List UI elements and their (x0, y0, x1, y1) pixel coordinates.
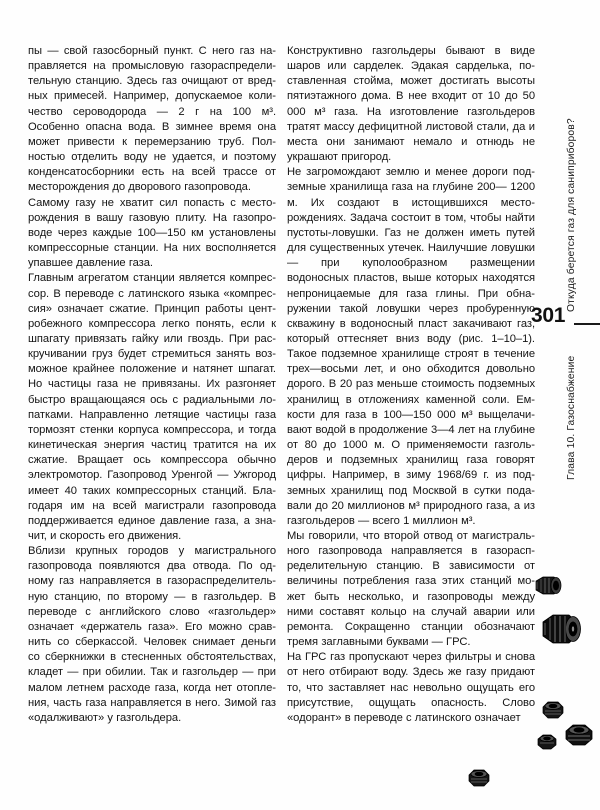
paragraph: Вблизи крупных городов у магистрального газопровода появляются два отвода. По одному газ направляется в газораспределительную станцию, по второму — в газгольдер. В переводе с английского слово «газгольдер» означает «держатель газа». Его можно сравнить со сберкассой. Человек снимает деньги со сберкнижки в стесненных обстоятельствах, кладет — при обилии. Так и газгольдер — при малом летнем расходе газа, когда нет отопления, часть газа направляется в него. Зимой газ «одалживают» у газгольдера. (28, 545, 276, 724)
paragraph: На ГРС газ пропускают через фильтры и снова от него отбирают воду. Здесь же газу придают то, что заставляет нас невольно ощущать его присутствие, ощущать опасность. Слово «одорант» в переводе с латинского означает (287, 651, 535, 724)
margin-divider-rule (574, 323, 600, 325)
chapter-label: Глава 10. Газоснабжение (566, 355, 577, 480)
text-column-left (28, 44, 276, 726)
running-head: Откуда берется газ для саниприборов? (566, 118, 577, 312)
paragraph: пы — свой газосборный пункт. С него газ направляется на промысловую газораспределительную станцию. Здесь газ очищают от вредных примесей. Например, допускаемое количество сероводорода — 2 г на 100 м³. Особенно опасна вода. В зимнее время она может привести к перемерзанию труб. Полностью отделить воду не удается, и поэтому конденсатосборники есть на всей трассе от месторождения до дворового газопровода. (28, 45, 276, 194)
paragraph: Главным агрегатом станции является компрессор. В переводе с латинского языка «компрессия» означает сжатие. Принцип работы центробежного компрессора легко понять, если к шпагату привязать гайку или гвоздь. При раскручивании груз будет стремиться занять возможное крайнее положение и натянет шпагат. Но частицы газа не привязаны. Их разгоняет быстро вращающаяся ось с радиальными лопатками. Направленно летящие частицы газа тормозят стенки корпуса компрессора, и тогда кинетическая энергия частиц тратится на их сжатие. Вращает ось компрессора обычно электромотор. Газопровод Уренгой — Ужгород имеет 40 таких компрессорных станций. Благодаря им на всей магистрали газопровода поддерживается единое давление газа, а значит, и скорость его движения. (28, 272, 276, 542)
text-column-right (287, 44, 535, 726)
bolt-head-small-icon (532, 575, 564, 597)
bolt-head-large-icon (540, 613, 584, 645)
hex-nut-bottom-icon (466, 768, 492, 788)
hex-nut-tiny-icon (536, 733, 558, 751)
paragraph: Самому газу не хватит сил попасть с месторождения в вашу газовую плиту. На газопроводе через каждые 100—150 км установлены компрессорные станции. На них восполняется упавшее давление газа. (28, 196, 276, 270)
hex-nut-small-icon (540, 700, 566, 720)
paragraph: Конструктивно газгольдеры бывают в виде шаров или сарделек. Эдакая сарделька, поставленная стойма, может достигать высоты пятиэтажного дома. В нее входит от 10 до 50 000 м³ газа. На изготовление газгольдеров тратят массу дефицитной листовой стали, да и места они занимают немало и отнюдь не украшают пригород. (287, 45, 535, 164)
hex-nut-medium-icon (563, 723, 595, 747)
page-number: 301 (531, 304, 566, 327)
paragraph: Мы говорили, что второй отвод от магистрального газопровода направляется в газораспределительную станцию. В зависимости от величины потребления газа этих станций может быть несколько, и газопроводы между ними составят кольцо на случай аварии или ремонта. Сокращенно станции обозначают тремя заглавными буквами — ГРС. (287, 530, 535, 649)
paragraph: Не загромождают землю и менее дороги подземные хранилища газа на глубине 200— 1200 м. Их создают в истощившихся месторождениях. Задача состоит в том, чтобы найти пустоты-ловушки. Газ не должен иметь путей для существенных утечек. Наилучшие ловушки — при куполообразном размещении водоносных пластов, выше которых находятся непроницаемые для газа глины. При обнаружении такой ловушки через пробуренную скважину в водоносный пласт закачивают газ, который оттесняет вниз воду (рис. 1–10–1). Такое подземное хранилище строят в течение трех—восьми лет, и оно обходится довольно дорого. В 20 раз меньше стоимость подземных хранилищ в отложениях каменной соли. Емкости для газа в 100—150 000 м³ выщелачивают водой в продолжение 3—4 лет на глубине от 80 до 1000 м. О применяемости газгольдеров и подземных хранилищ газа говорят цифры. Например, в зиму 1968/69 г. из подземных хранилищ под Москвой в сутки подавали до 20 миллионов м³ природного газа, а из газгольдеров — всего 1 миллион м³. (287, 166, 535, 527)
